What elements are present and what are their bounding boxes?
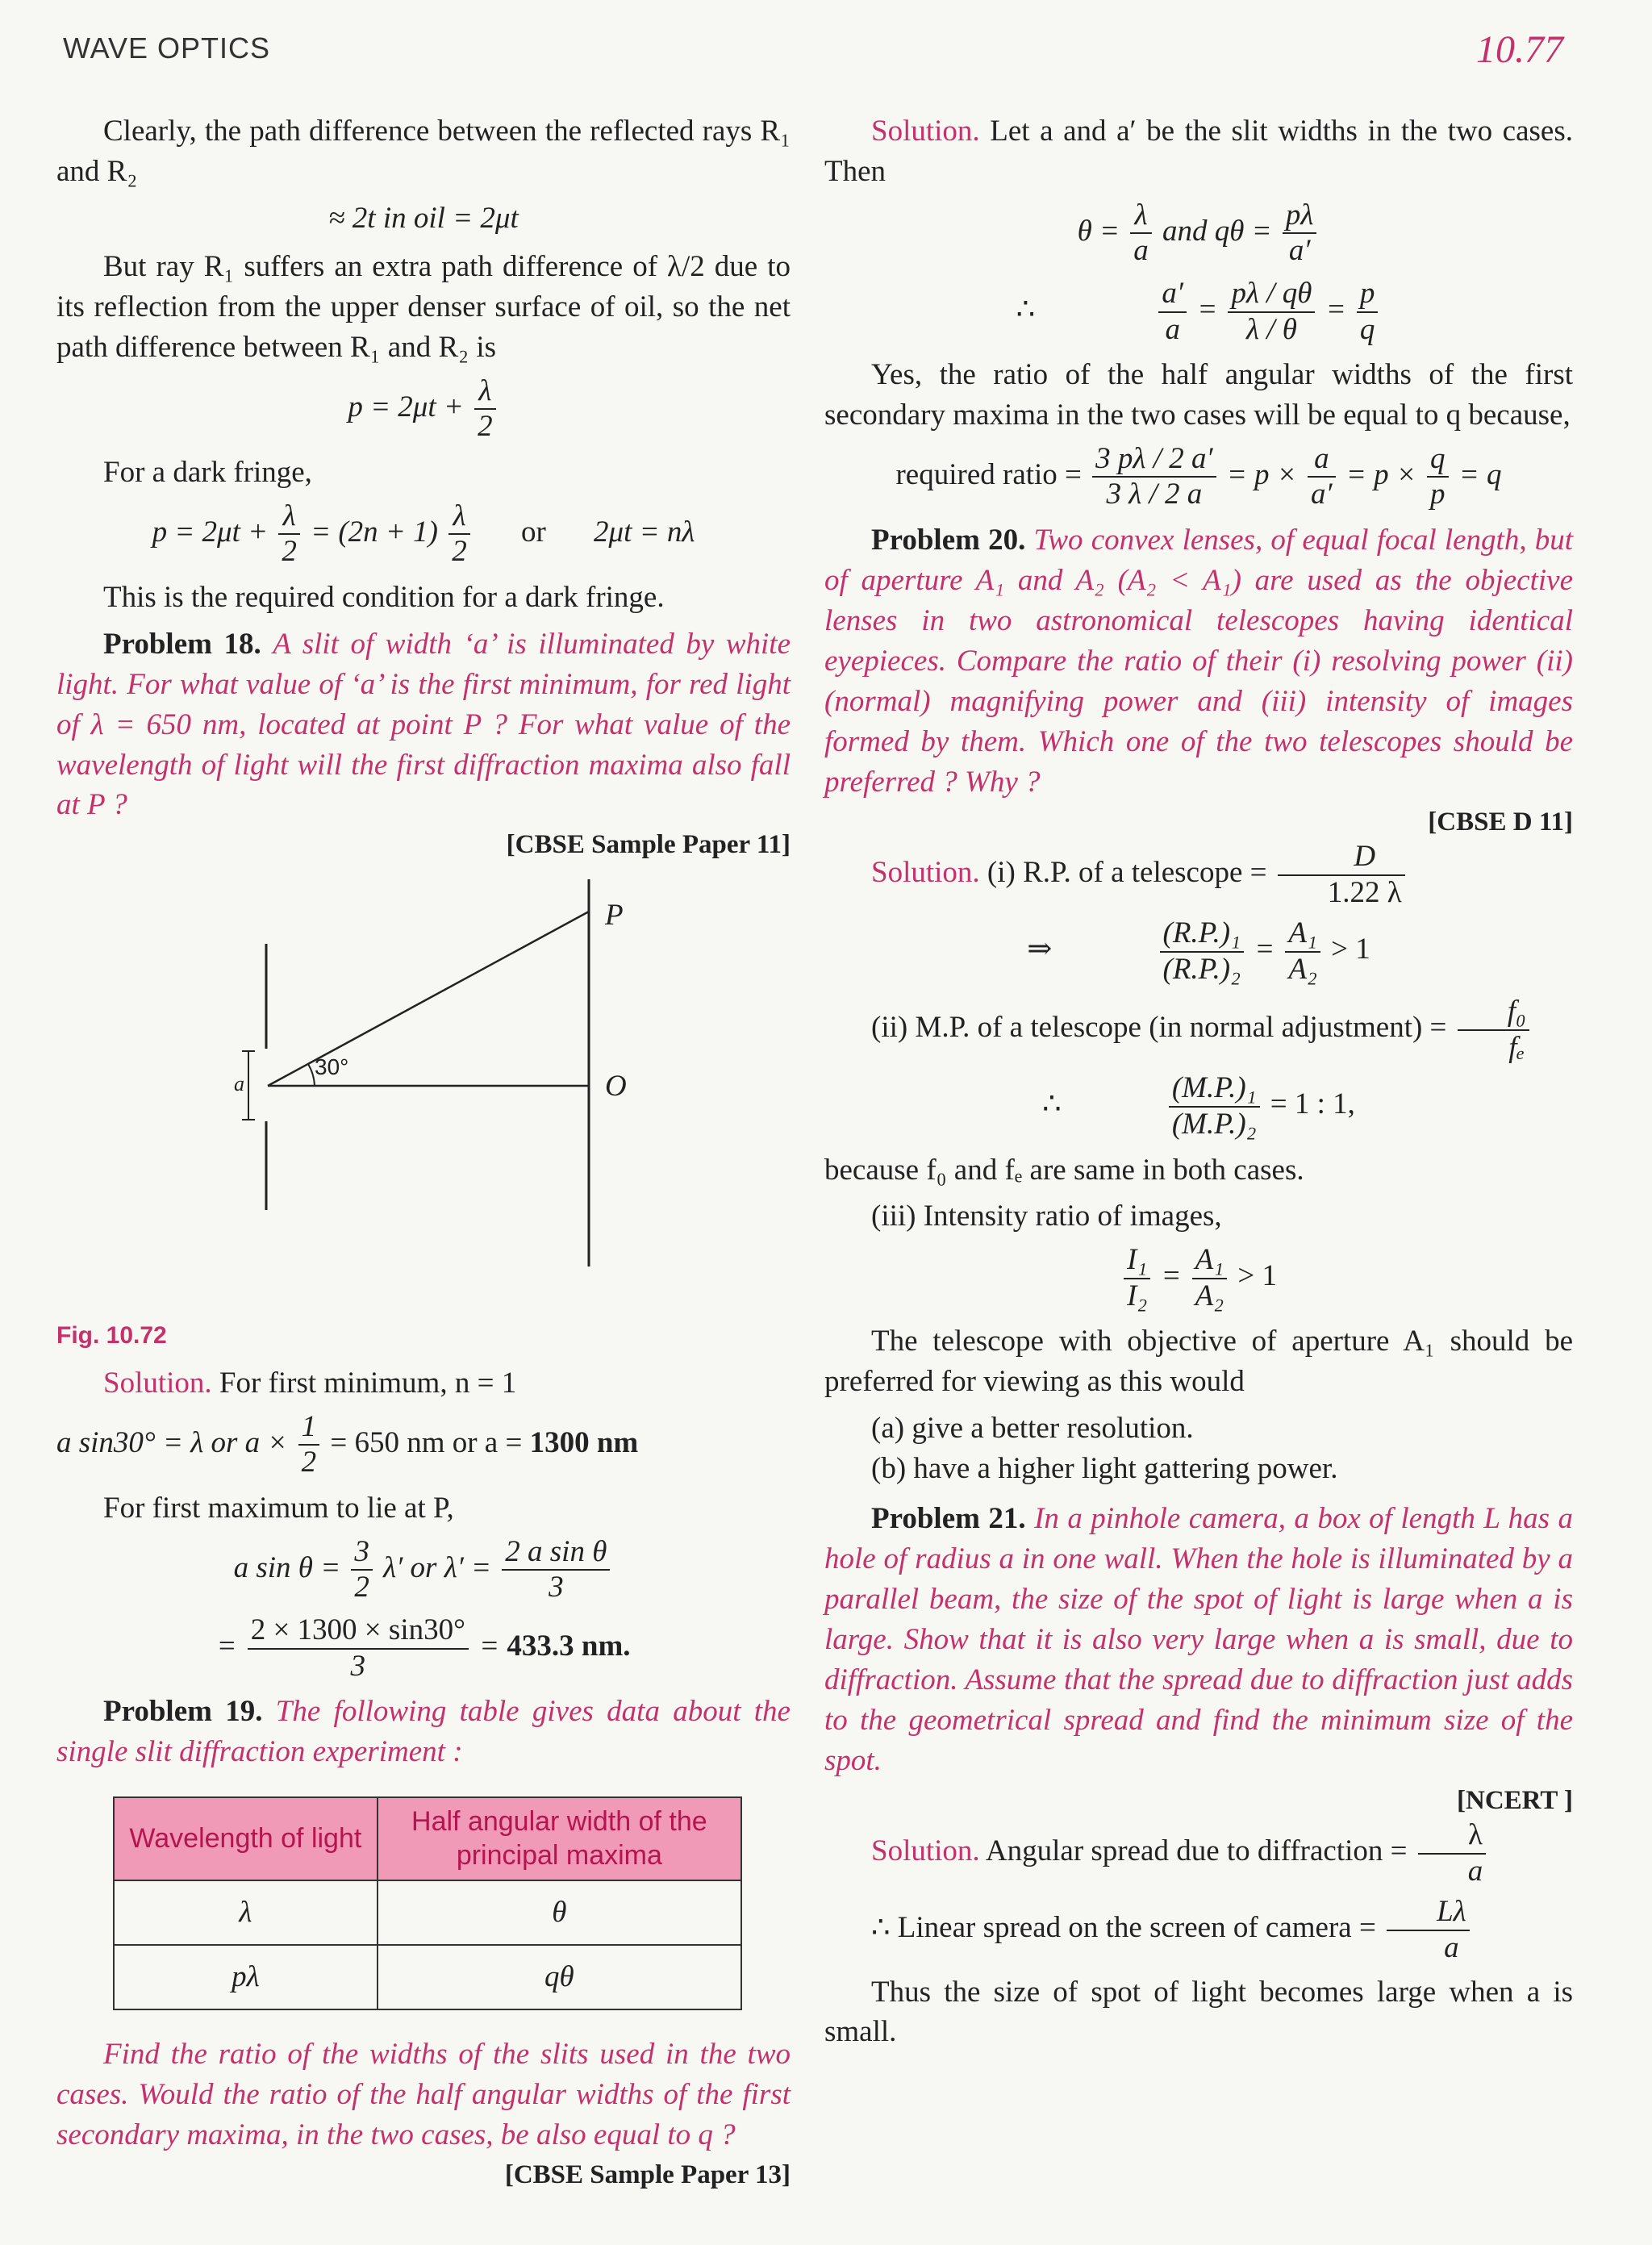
equation: ∴ $\frac{a'}{a}$ = $\frac{p\lambda / q\theta}{\lambda / \theta}$ = $\frac{p}{q}$ xyxy=(824,277,1573,347)
paragraph: Clearly, the path difference between the reflected rays R₁ and R₂ xyxy=(56,115,791,188)
diagram-svg xyxy=(56,863,782,1315)
paragraph: because f₀ and fₑ are same in both cases. xyxy=(824,1153,1304,1187)
equation: = $\frac{2 \times 1300 \times \sin 30^\circ}{3}$ = 433.3 nm. xyxy=(216,1613,631,1683)
table-cell: θ xyxy=(378,1880,741,1945)
figure-slit-diffraction xyxy=(56,863,782,1363)
paragraph: ∴ Linear spread on the screen of camera = $\frac{L\lambda}{a}$ xyxy=(824,1895,1573,1965)
equation: a sin θ = $\frac{3}{2}$ λ′ or λ′ = $\frac{\text{2 a sin θ}}{3}$ xyxy=(56,1535,791,1605)
table-header: Half angular width of the principal maxima xyxy=(378,1797,741,1880)
label-o: O xyxy=(605,1069,627,1103)
list-item: (a) give a better resolution. xyxy=(871,1412,1194,1446)
paragraph: The telescope with objective of aperture A₁ should be preferred for viewing as this would xyxy=(824,1325,1573,1399)
table-header: Wavelength of light xyxy=(114,1797,378,1880)
equation: $\frac{\text{I₁}}{\text{I₂}}$ = $\frac{\text{A₁}}{\text{A₂}}$ > 1 xyxy=(824,1243,1573,1313)
table-cell: λ xyxy=(114,1880,378,1945)
problem-21: Problem 21. In a pinhole camera, a box of length L has a hole of radius a in one wall. When the hole is illuminated by a parallel beam, the size of the spot of light is large when a is large. Show that it is also very large when a is small, due to diffraction. Assume that the spread due to diffraction just adds to the geometrical spread and find the minimum size of the spot. xyxy=(824,1502,1574,1777)
paragraph: For first maximum to lie at P, xyxy=(103,1491,454,1525)
table-row xyxy=(114,1880,741,1945)
page-number: 10.77 xyxy=(1476,28,1563,71)
solution-21: Solution. Angular spread due to diffraction = $\frac{\lambda}{a}$ xyxy=(824,1818,1573,1888)
table-cell: qθ xyxy=(378,1945,741,2009)
solution-18: Solution. For first minimum, n = 1 xyxy=(103,1366,517,1400)
table-row xyxy=(114,1945,741,2009)
equation: θ = $\frac{\lambda}{a}$ and qθ = $\frac{p\lambda}{a'}$ xyxy=(824,198,1573,269)
equation: ≈ 2t in oil = 2μt xyxy=(328,201,519,235)
data-table xyxy=(113,1796,742,2010)
equation: ⇒ $\frac{\text{(R.P.)₁}}{\text{(R.P.)₂}}$ = $\frac{\text{A₁}}{\text{A₂}}$ > 1 xyxy=(1027,916,1370,986)
paragraph: This is the required condition for a dark fringe. xyxy=(103,580,665,614)
source-citation: [CBSE D 11] xyxy=(1428,807,1573,837)
chapter-title: WAVE OPTICS xyxy=(63,31,271,65)
label-angle: 30° xyxy=(315,1054,349,1079)
left-column xyxy=(56,111,791,2193)
table-header-row xyxy=(114,1797,741,1880)
figure-caption: Fig. 10.72 xyxy=(56,1321,167,1349)
equation: a sin30° = λ or a × $\frac{1}{2}$ = 650 nm or a = 1300 nm xyxy=(56,1409,639,1479)
source-citation: [CBSE Sample Paper 13] xyxy=(504,2159,791,2189)
paragraph: For a dark fringe, xyxy=(103,455,312,489)
problem-19-question: Find the ratio of the widths of the slits used in the two cases. Would the ratio of the half angular widths of the first secondary maxima, in the two cases, be also equal to q ? xyxy=(56,2037,791,2151)
paragraph: But ray R₁ suffers an extra path difference of λ/2 due to its reflection from the upper denser surface of oil, so the net path difference between R₁ and R₂ is xyxy=(56,249,791,364)
equation: ∴ $\frac{\text{(M.P.)₁}}{\text{(M.P.)₂}}$ = 1 : 1, xyxy=(1042,1071,1355,1141)
source-citation: [NCERT ] xyxy=(1457,1785,1573,1815)
equation: p = 2μt + $\frac{\lambda}{2}$ xyxy=(56,374,791,444)
label-a: a xyxy=(234,1070,244,1098)
equation: p = 2μt + $\frac{\lambda}{2}$ = (2n + 1) $\frac{\lambda}{2}$ or 2μt = nλ xyxy=(152,499,695,569)
paragraph: (iii) Intensity ratio of images, xyxy=(871,1200,1222,1233)
solution-20: Solution. (i) R.P. of a telescope = $\frac{D}{1.22 \lambda}$ xyxy=(824,840,1573,910)
paragraph: Yes, the ratio of the half angular widths of the first secondary maxima in the two cases will be equal to q because, xyxy=(824,358,1573,432)
source-citation: [CBSE Sample Paper 11] xyxy=(506,830,791,860)
problem-20: Problem 20. Two convex lenses, of equal focal length, but of aperture A₁ and A₂ (A₂ < A₁) are used as the objective lenses in two astronomical telescopes having identical eyepieces. Compare the ratio of their (i) resolving power (ii) (normal) magnifying power and (iii) intensity of images formed by them. Which one of the two telescopes should be preferred ? Why ? xyxy=(824,524,1574,799)
table-cell: pλ xyxy=(114,1945,378,2009)
list-item: (b) have a higher light gattering power. xyxy=(871,1452,1338,1486)
paragraph: (ii) M.P. of a telescope (in normal adjustment) = $\frac{\text{f₀}}{\text{fₑ}}$ xyxy=(824,995,1573,1065)
list xyxy=(871,1408,1573,1489)
problem-19: Problem 19. The following table gives data about the single slit diffraction experiment : xyxy=(56,1695,791,1769)
right-column xyxy=(824,111,1573,2059)
equation: required ratio = $\frac{3 p\lambda / 2 a'}{3 \lambda / 2 a}$ = p × $\frac{a}{a'}$ = p × $\frac{q}{p}$ = q xyxy=(895,441,1502,511)
solution-19: Solution. Let a and a′ be the slit widths in the two cases. Then xyxy=(824,115,1573,188)
problem-18: Problem 18. A slit of width ‘a’ is illuminated by white light. For what value of ‘a’ is the first minimum, for red light of λ = 650 nm, located at point P ? For what value of the wavelength of light will the first diffraction maxima also fall at P ? xyxy=(56,627,791,822)
label-p: P xyxy=(605,898,624,932)
paragraph: Thus the size of spot of light becomes large when a is small. xyxy=(824,1975,1573,2049)
